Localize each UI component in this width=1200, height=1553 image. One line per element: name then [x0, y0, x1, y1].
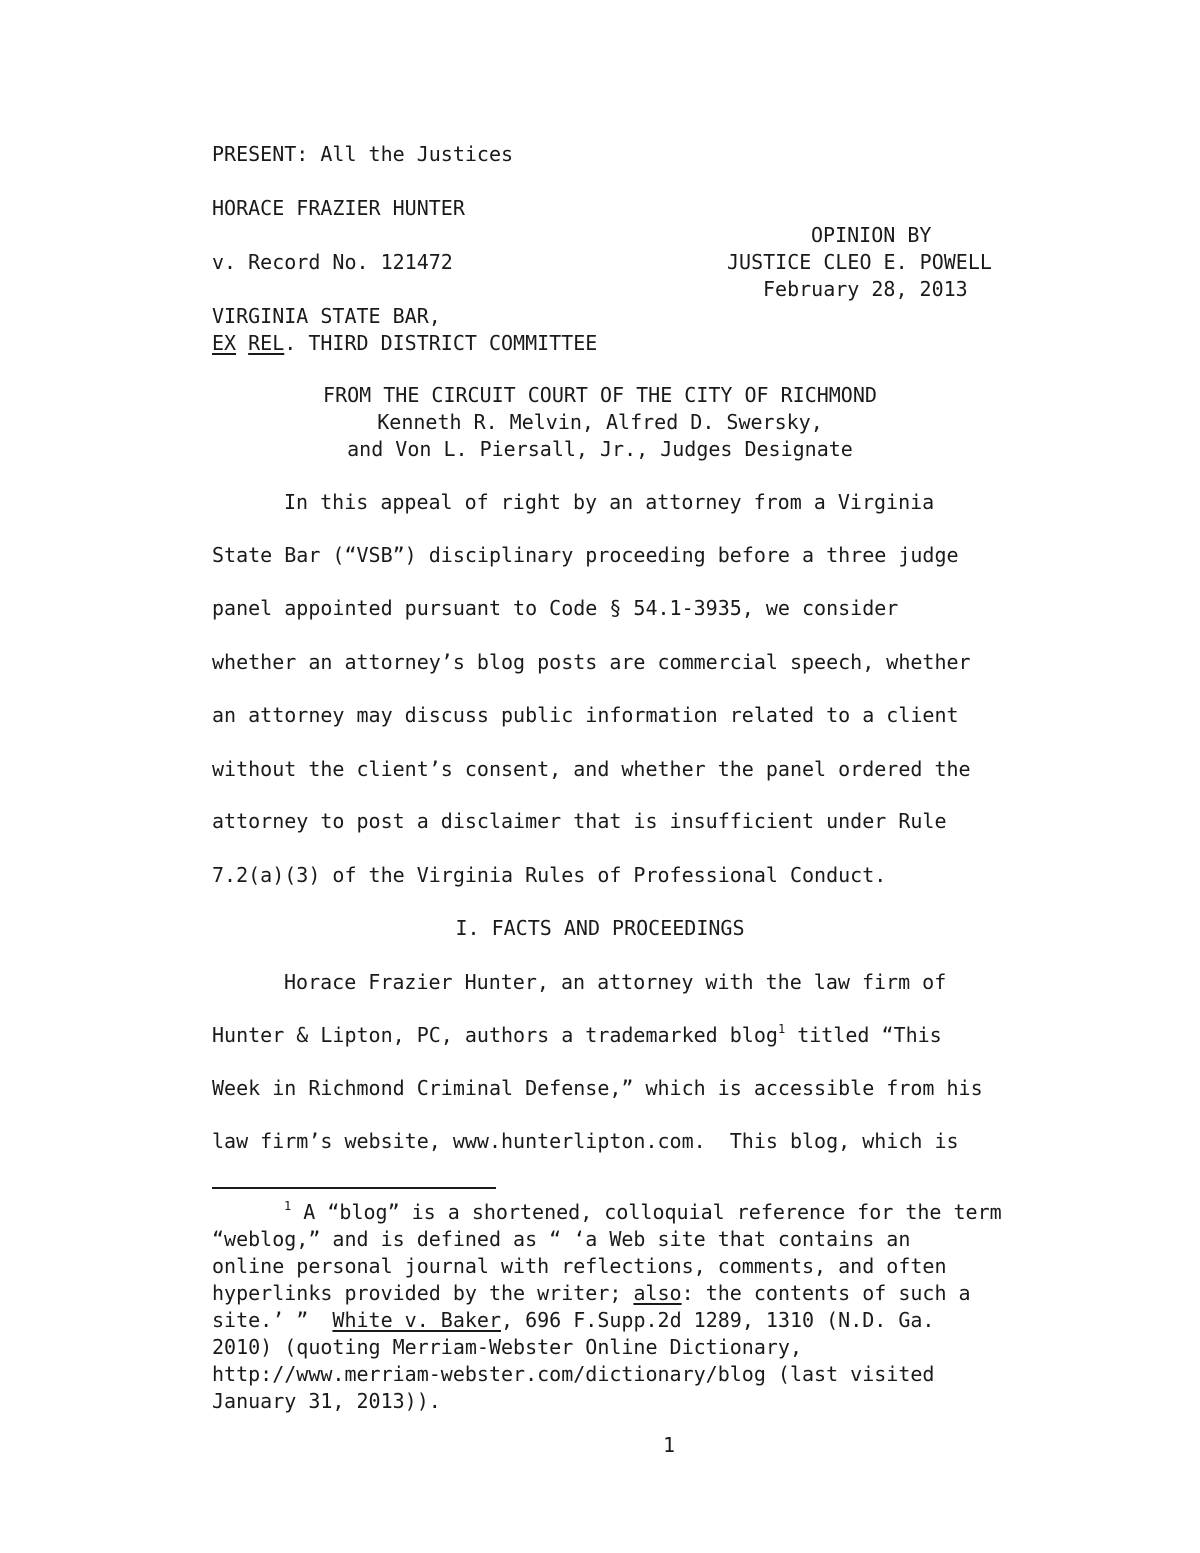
facts-line-2-end: titled “This: [785, 1023, 942, 1047]
section-heading: I. FACTS AND PROCEEDINGS: [455, 916, 745, 940]
footnote-line-4: [212, 1280, 971, 1307]
footnote-line-5: [212, 1307, 934, 1334]
footnote-line-4-end: : the contents of such a: [681, 1281, 971, 1305]
present-line: PRESENT: All the Justices: [212, 142, 514, 166]
intro-line-5: an attorney may discuss public information related to a client: [212, 703, 959, 727]
footnote-line-6: 2010) (quoting Merriam-Webster Online Dictionary,: [212, 1335, 803, 1359]
justice-name: JUSTICE CLEO E. POWELL: [727, 250, 992, 274]
intro-line-8: 7.2(a)(3) of the Virginia Rules of Professional Conduct.: [212, 863, 887, 887]
footnote-line-2: “weblog,” and is defined as “ ‘a Web site that contains an: [212, 1227, 911, 1251]
footnote-line-1: [284, 1199, 1002, 1226]
intro-line-3: panel appointed pursuant to Code § 54.1-3935, we consider: [212, 596, 899, 620]
facts-line-2-start: Hunter & Lipton, PC, authors a trademarked blog: [212, 1023, 778, 1047]
footnote-divider: [212, 1187, 496, 1189]
also-underlined: also: [633, 1281, 682, 1305]
intro-line-7: attorney to post a disclaimer that is insufficient under Rule: [212, 809, 947, 833]
case-name-underlined: White v. Baker: [332, 1308, 501, 1332]
page-number: 1: [663, 1433, 676, 1457]
footnote-line-1-text: A “blog” is a shortened, colloquial reference for the term: [291, 1200, 1002, 1224]
appellee-committee: . THIRD DISTRICT COMMITTEE: [284, 331, 598, 355]
footnote-reference: 1: [777, 1022, 786, 1036]
facts-line-3: Week in Richmond Criminal Defense,” which is accessible from his: [212, 1076, 983, 1100]
footnote-line-7: http://www.merriam-webster.com/dictionary/blog (last visited: [212, 1362, 935, 1386]
opinion-by-label: OPINION BY: [811, 223, 932, 247]
appellee-relation: [212, 330, 597, 357]
rel-underlined: REL: [248, 331, 285, 355]
footnote-line-5-end: , 696 F.Supp.2d 1289, 1310 (N.D. Ga.: [501, 1308, 935, 1332]
facts-line-2: [212, 1022, 942, 1049]
ex-underlined: EX: [212, 331, 237, 355]
decision-date: February 28, 2013: [763, 277, 968, 301]
intro-line-1: In this appeal of right by an attorney from a Virginia: [284, 490, 935, 514]
court-origin: FROM THE CIRCUIT COURT OF THE CITY OF RICHMOND: [323, 383, 877, 407]
footnote-line-4-start: hyperlinks provided by the writer;: [212, 1281, 634, 1305]
intro-line-6: without the client’s consent, and whether the panel ordered the: [212, 757, 971, 781]
judges-line-2: and Von L. Piersall, Jr., Judges Designate: [347, 437, 853, 461]
footnote-line-8: January 31, 2013)).: [212, 1389, 441, 1413]
judges-line-1: Kenneth R. Melvin, Alfred D. Swersky,: [377, 410, 823, 434]
facts-line-1: Horace Frazier Hunter, an attorney with the law firm of: [284, 970, 947, 994]
appellant-name: HORACE FRAZIER HUNTER: [212, 196, 465, 220]
footnote-line-3: online personal journal with reflections, comments, and often: [212, 1254, 947, 1278]
intro-line-2: State Bar (“VSB”) disciplinary proceeding before a three judge: [212, 543, 959, 567]
facts-line-4: law firm’s website, www.hunterlipton.com. This blog, which is: [212, 1129, 959, 1153]
footnote-line-5-start: site.’ ”: [212, 1308, 333, 1332]
record-number: v. Record No. 121472: [212, 250, 453, 274]
appellee-name: VIRGINIA STATE BAR,: [212, 304, 441, 328]
footnote-marker: 1: [284, 1199, 292, 1213]
intro-line-4: whether an attorney’s blog posts are commercial speech, whether: [212, 650, 971, 674]
